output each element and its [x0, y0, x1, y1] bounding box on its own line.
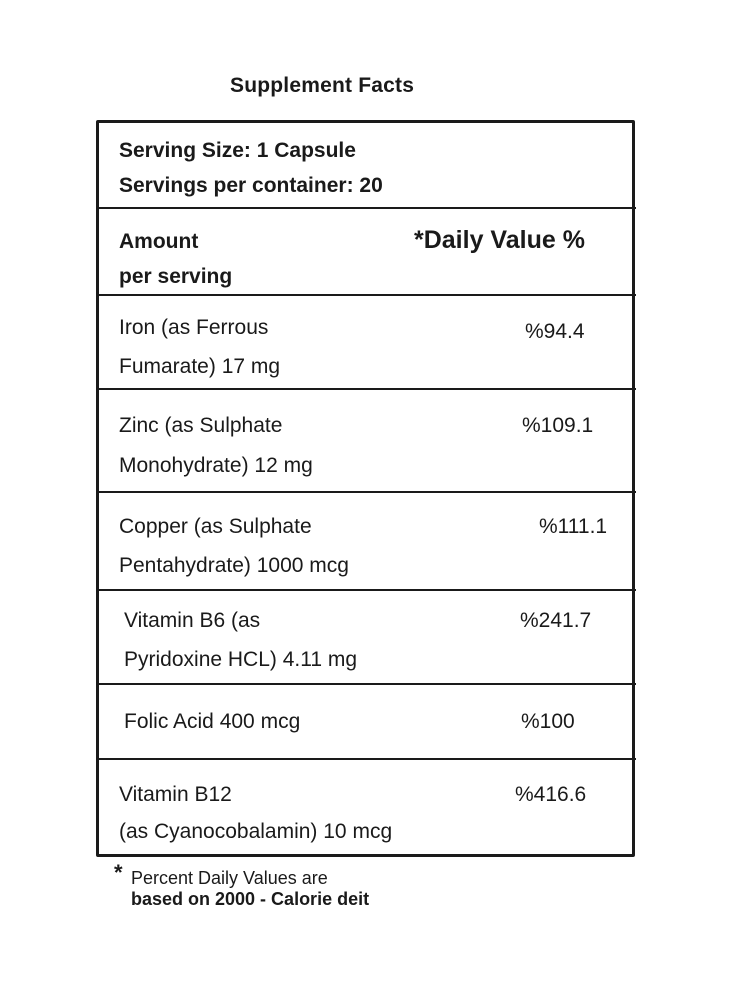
- nutrient-name-line2: Pyridoxine HCL) 4.11 mg: [124, 648, 358, 671]
- nutrient-daily-value: %416.6: [515, 783, 587, 806]
- nutrient-name-line2: Fumarate) 17 mg: [119, 355, 281, 378]
- servings-per-container: Servings per container: 20: [119, 174, 383, 197]
- footnote-line1: Percent Daily Values are: [131, 868, 328, 888]
- nutrient-name-line1: Folic Acid 400 mcg: [124, 710, 301, 733]
- nutrient-name-line2: Pentahydrate) 1000 mcg: [119, 554, 349, 577]
- nutrient-daily-value: %100: [521, 710, 575, 733]
- separator-header: [96, 294, 636, 296]
- separator-serving: [96, 207, 636, 209]
- nutrient-name-line1: Copper (as Sulphate: [119, 515, 312, 538]
- amount-label: Amount: [119, 230, 199, 253]
- nutrient-daily-value: %111.1: [539, 515, 608, 538]
- nutrient-daily-value: %241.7: [520, 609, 592, 632]
- nutrient-daily-value: %109.1: [522, 414, 594, 437]
- separator-zinc: [96, 491, 636, 493]
- separator-folic: [96, 758, 636, 760]
- separator-copper: [96, 589, 636, 591]
- daily-value-header: *Daily Value %: [414, 226, 585, 254]
- footnote-asterisk: *: [114, 860, 123, 885]
- nutrient-name-line2: Monohydrate) 12 mg: [119, 454, 313, 477]
- nutrient-name-line1: Zinc (as Sulphate: [119, 414, 283, 437]
- separator-b6: [96, 683, 636, 685]
- page-title: Supplement Facts: [230, 74, 415, 97]
- nutrient-name-line1: Iron (as Ferrous: [119, 316, 269, 339]
- nutrient-daily-value: %94.4: [525, 320, 585, 343]
- per-serving-label: per serving: [119, 265, 233, 288]
- separator-iron: [96, 388, 636, 390]
- nutrient-name-line2: (as Cyanocobalamin) 10 mcg: [119, 820, 393, 843]
- serving-size: Serving Size: 1 Capsule: [119, 139, 356, 162]
- footnote-line2: based on 2000 - Calorie deit: [131, 889, 370, 909]
- nutrient-name-line1: Vitamin B12: [119, 783, 232, 806]
- nutrient-name-line1: Vitamin B6 (as: [124, 609, 261, 632]
